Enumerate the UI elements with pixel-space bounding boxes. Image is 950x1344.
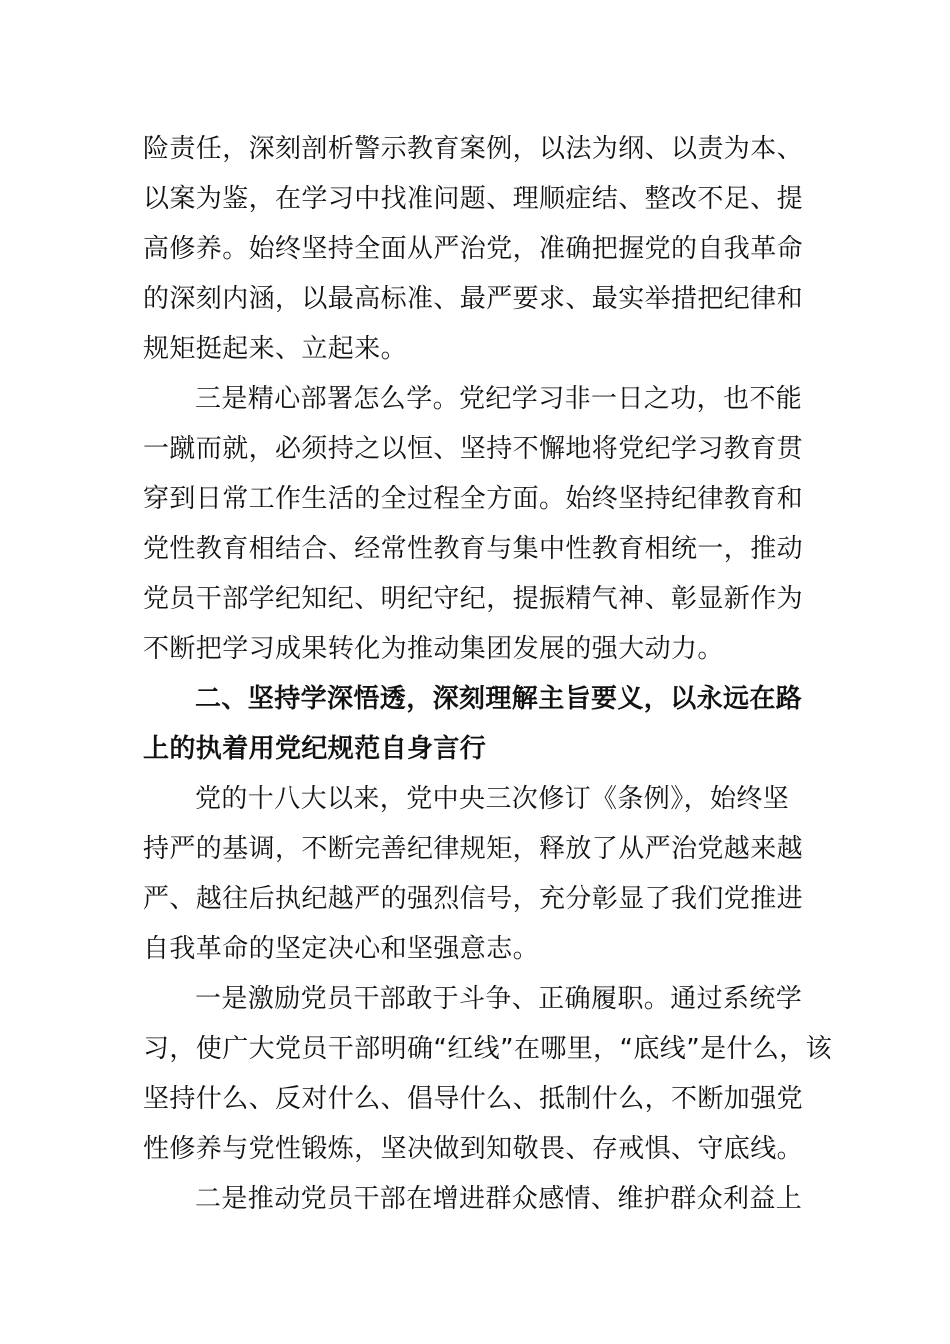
paragraph-continuation [143, 124, 807, 374]
text-line: 以案为鉴，在学习中找准问题、理顺症结、整改不足、提 [143, 184, 804, 214]
text-line: 自我革命的坚定决心和坚强意志。 [143, 934, 540, 964]
text-line: 持严的基调，不断完善纪律规矩，释放了从严治党越来越 [143, 834, 804, 864]
section-heading [143, 674, 807, 774]
text-line: 二是推动党员干部在增进群众感情、维护群众利益上 [195, 1184, 803, 1214]
text-line: 高修养。始终坚持全面从严治党，准确把握党的自我革命 [143, 234, 804, 264]
paragraph-eighteenth-congress [143, 774, 807, 974]
text-line: 穿到日常工作生活的全过程全方面。始终坚持纪律教育和 [143, 484, 804, 514]
text-line: 坚持什么、反对什么、倡导什么、抵制什么，不断加强党 [143, 1084, 804, 1114]
text-line: 三是精心部署怎么学。党纪学习非一日之功，也不能 [195, 384, 803, 414]
text-line: 不断把学习成果转化为推动集团发展的强大动力。 [143, 634, 724, 664]
text-line: 一是激励党员干部敢于斗争、正确履职。通过系统学 [195, 984, 803, 1014]
text-line: 党员干部学纪知纪、明纪守纪，提振精气神、彰显新作为 [143, 584, 804, 614]
text-line: 习，使广大党员干部明确“红线”在哪里，“底线”是什么，该 [143, 1034, 833, 1064]
text-line: 一蹴而就，必须持之以恒、坚持不懈地将党纪学习教育贯 [143, 434, 804, 464]
text-line: 的深刻内涵，以最高标准、最严要求、最实举措把纪律和 [143, 284, 804, 314]
paragraph-two-promote [143, 1174, 807, 1224]
paragraph-one-encourage [143, 974, 833, 1174]
text-line: 险责任，深刻剖析警示教育案例，以法为纲、以责为本、 [143, 134, 804, 164]
text-line: 严、越往后执纪越严的强烈信号，充分彰显了我们党推进 [143, 884, 804, 914]
heading-line: 上的执着用党纪规范自身言行 [143, 734, 487, 764]
text-line: 党性教育相结合、经常性教育与集中性教育相统一，推动 [143, 534, 804, 564]
heading-line: 二、坚持学深悟透，深刻理解主旨要义，以永远在路 [195, 684, 803, 714]
text-line: 党的十八大以来，党中央三次修订《条例》，始终坚 [195, 784, 790, 814]
document-body [143, 124, 833, 1224]
text-line: 性修养与党性锻炼，坚决做到知敬畏、存戒惧、守底线。 [143, 1134, 804, 1164]
text-line: 规矩挺起来、立起来。 [143, 334, 408, 364]
paragraph-three-deploy-learning [143, 374, 807, 674]
